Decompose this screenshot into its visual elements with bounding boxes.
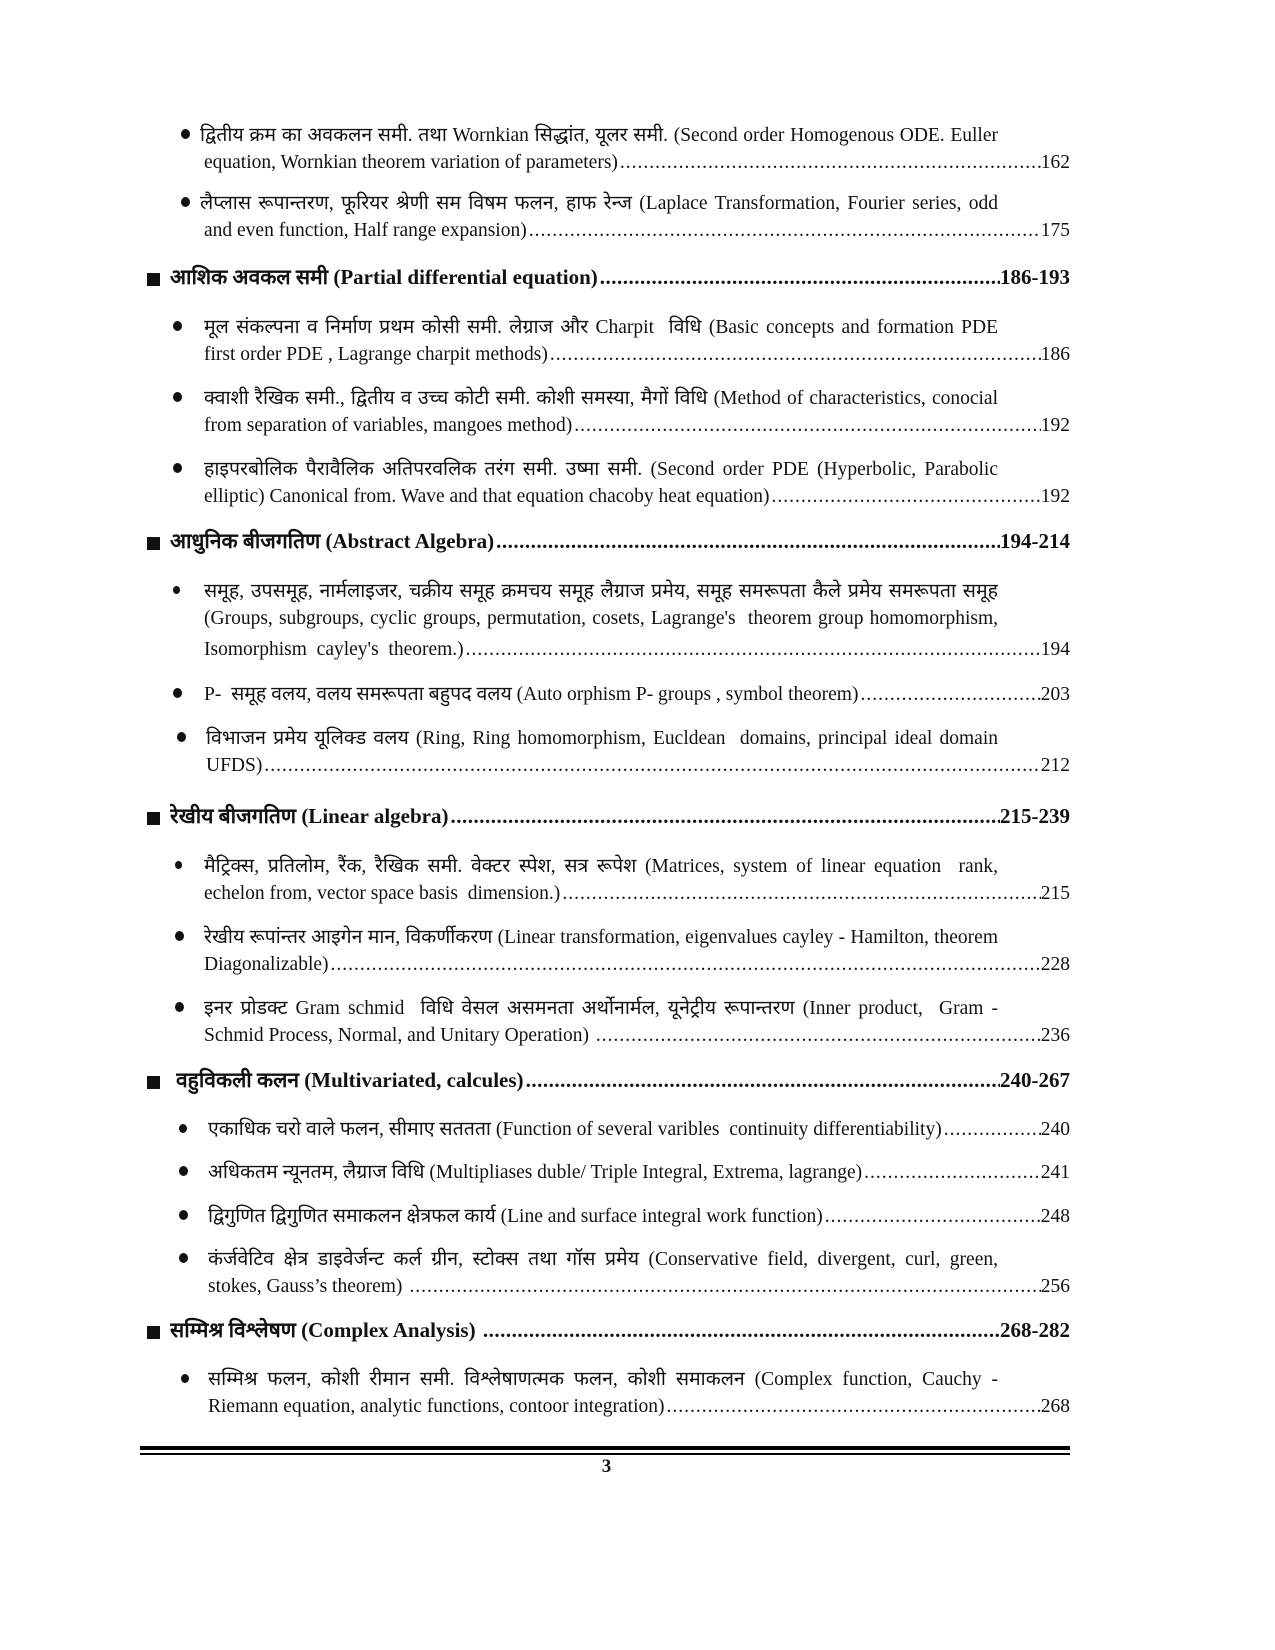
toc-item-line: मूल संकल्पना व निर्माण प्रथम कोसी समी. लेग्राज और Charpit विधि (Basic concepts and formation PDE: [204, 317, 998, 338]
section-title: आधुनिक बीजगतिण (Abstract Algebra): [170, 529, 495, 553]
dot-leader: [860, 684, 1040, 706]
page-number: 228: [1040, 954, 1070, 975]
page-number: 194: [1040, 639, 1070, 660]
page-number: 175: [1040, 220, 1070, 241]
dot-leader: [451, 804, 1001, 829]
toc-item-line: UFDS) ..... 212: [206, 755, 1070, 785]
section-page-range: 194-214: [1000, 529, 1070, 553]
toc-item-line: (Groups, subgroups, cyclic groups, permutation, cosets, Lagrange's theorem group homomorphism,: [204, 608, 998, 629]
toc-item-line: Diagonalizable) ..... 228: [204, 954, 1070, 984]
toc-item-line: रेखीय रूपांन्तर आइगेन मान, विकर्णीकरण (Linear transformation, eigenvalues cayley - Hamilton, theorem: [204, 927, 998, 948]
toc-item-line: from separation of variables, mangoes method) ..... 192: [204, 415, 1070, 445]
bullet-icon: [173, 463, 182, 473]
page-number: 256: [1040, 1276, 1070, 1297]
bullet-icon: [173, 392, 182, 402]
toc-item-line: अधिकतम न्यूनतम, लैग्राज विधि (Multipliases duble/ Triple Integral, Extrema, lagrange) ..... 241: [208, 1157, 1070, 1187]
dot-leader: [496, 529, 1000, 554]
dot-leader: [864, 1162, 1041, 1184]
toc-item-line: हाइपरबोलिक पैरावैलिक अतिपरवलिक तरंग समी. उष्मा समी. (Second order PDE (Hyperbolic, Parabolic: [204, 459, 998, 480]
footer-page-number: 3: [601, 1456, 612, 1477]
bullet-icon: [173, 586, 180, 594]
page-number: 186: [1040, 344, 1070, 365]
bullet-icon: [173, 321, 182, 331]
dot-leader: [596, 1025, 1041, 1047]
section-title: सम्मिश्र विश्लेषण (Complex Analysis): [170, 1318, 481, 1342]
toc-item-line: first order PDE , Lagrange charpit methods) ..... 186: [204, 344, 1070, 374]
section-title: आशिक अवकल समी (Partial differential equation): [170, 265, 598, 289]
section-page-range: 268-282: [1000, 1318, 1070, 1342]
toc-item-line: द्वितीय क्रम का अवकलन समी. तथा Wornkian सिद्धांत, यूलर समी. (Second order Homogenous ODE. Euller: [200, 125, 998, 146]
bullet-icon: [179, 1253, 188, 1263]
dot-leader: [772, 486, 1041, 508]
toc-item-line: Isomorphism cayley's theorem.) ..... 194: [204, 639, 1070, 669]
square-bullet-icon: [147, 812, 160, 825]
page-number: 212: [1040, 755, 1070, 776]
page-number: 240: [1040, 1119, 1070, 1140]
toc-item-line: कंर्जवेटिव क्षेत्र डाइवेर्जन्ट कर्ल ग्रीन, स्टोक्स तथा गॉस प्रमेय (Conservative field, divergent, curl, green,: [208, 1249, 998, 1270]
bullet-icon: [181, 1374, 189, 1383]
toc-item-line: इनर प्रोडक्ट Gram schmid विधि वेसल असमनता अर्थोनार्मल, यूनेट्रीय रूपान्तरण (Inner product, Gram -: [204, 998, 998, 1019]
section-title: रेखीय बीजगतिण (Linear algebra): [170, 804, 449, 828]
toc-item-line: विभाजन प्रमेय यूलिक्ड वलय (Ring, Ring homomorphism, Eucldean domains, principal ideal domain: [206, 728, 998, 749]
dot-leader: [264, 755, 1040, 777]
page-number: 215: [1040, 883, 1070, 904]
dot-leader: [944, 1119, 1041, 1141]
toc-item-line: द्विगुणित द्विगुणित समाकलन क्षेत्रफल कार्य (Line and surface integral work function) ..... 248: [208, 1201, 1070, 1231]
page-number: 162: [1040, 152, 1070, 173]
dot-leader: [526, 1068, 1000, 1093]
dot-leader: [667, 1396, 1041, 1418]
page-number: 192: [1040, 415, 1070, 436]
square-bullet-icon: [147, 273, 160, 286]
bullet-icon: [179, 1166, 188, 1176]
section-page-range: 215-239: [1000, 804, 1070, 828]
page-number: 241: [1040, 1162, 1070, 1183]
bullet-icon: [173, 688, 182, 698]
toc-item-line: सम्मिश्र फलन, कोशी रीमान समी. विश्लेषाणत्मक फलन, कोशी समाकलन (Complex function, Cauchy -: [208, 1369, 998, 1390]
toc-item-line: stokes, Gauss’s theorem) ..... 256: [208, 1276, 1070, 1306]
square-bullet-icon: [147, 537, 160, 550]
dot-leader: [825, 1206, 1041, 1228]
toc-item-line: elliptic) Canonical from. Wave and that equation chacoby heat equation) ..... 192: [204, 486, 1070, 516]
toc-item-line: Schmid Process, Normal, and Unitary Operation) ..... 236: [204, 1025, 1070, 1055]
toc-item-line: equation, Wornkian theorem variation of parameters) ..... 162: [204, 152, 1070, 182]
toc-item-line: मैट्रिक्स, प्रतिलोम, रैंक, रैखिक समी. वेक्टर स्पेश, सत्र रूपेश (Matrices, system of linear equation rank,: [204, 856, 998, 877]
toc-item-line: P- समूह वलय, वलय समरूपता बहुपद वलय (Auto orphism P- groups , symbol theorem) ..... 203: [204, 679, 1070, 709]
footer-rule-thick: [140, 1446, 1070, 1450]
bullet-icon: [179, 1124, 187, 1133]
page-number: 268: [1040, 1396, 1070, 1417]
section-title: वहुविकली कलन (Multivariated, calcules): [176, 1068, 524, 1092]
square-bullet-icon: [147, 1076, 160, 1089]
dot-leader: [409, 1276, 1040, 1298]
dot-leader: [483, 1318, 1000, 1343]
dot-leader: [600, 265, 1000, 290]
dot-leader: [562, 883, 1040, 905]
toc-item-line: लैप्लास रूपान्तरण, फूरियर श्रेणी सम विषम फलन, हाफ रेन्ज (Laplace Transformation, Fourier series, odd: [200, 193, 998, 214]
bullet-icon: [177, 732, 186, 742]
dot-leader: [331, 954, 1041, 976]
square-bullet-icon: [147, 1326, 160, 1339]
section-page-range: 186-193: [1000, 265, 1070, 289]
toc-item-line: समूह, उपसमूह, नार्मलाइजर, चक्रीय समूह क्रमचय समूह लैग्राज प्रमेय, समूह समरूपता कैले प्रमेय समरूपता समूह: [204, 581, 998, 602]
toc-item-line: एकाधिक चरो वाले फलन, सीमाए सततता (Function of several varibles continuity differentiability) ..... 240: [208, 1114, 1070, 1144]
bullet-icon: [175, 1002, 184, 1012]
page-number: 203: [1040, 684, 1070, 705]
dot-leader: [550, 344, 1041, 366]
bullet-icon: [175, 931, 184, 941]
toc-item-line: echelon from, vector space basis dimension.) ..... 215: [204, 883, 1070, 913]
toc-item-line: क्वाशी रैखिक समी., द्वितीय व उच्च कोटी समी. कोशी समस्या, मैगों विधि (Method of characteristics, conocial: [204, 388, 998, 409]
page-number: 248: [1040, 1206, 1070, 1227]
dot-leader: [620, 152, 1041, 174]
section-page-range: 240-267: [1000, 1068, 1070, 1092]
page-number: 192: [1040, 486, 1070, 507]
bullet-icon: [181, 197, 190, 207]
footer-rule-thin: [140, 1453, 1070, 1455]
dot-leader: [466, 639, 1041, 661]
bullet-icon: [175, 861, 182, 869]
bullet-icon: [181, 129, 190, 139]
dot-leader: [574, 415, 1041, 437]
dot-leader: [529, 220, 1041, 242]
toc-item-line: Riemann equation, analytic functions, contoor integration) ..... 268: [208, 1396, 1070, 1426]
toc-item-line: and even function, Half range expansion) ..... 175: [204, 220, 1070, 250]
page-number: 236: [1040, 1025, 1070, 1046]
bullet-icon: [179, 1210, 188, 1220]
